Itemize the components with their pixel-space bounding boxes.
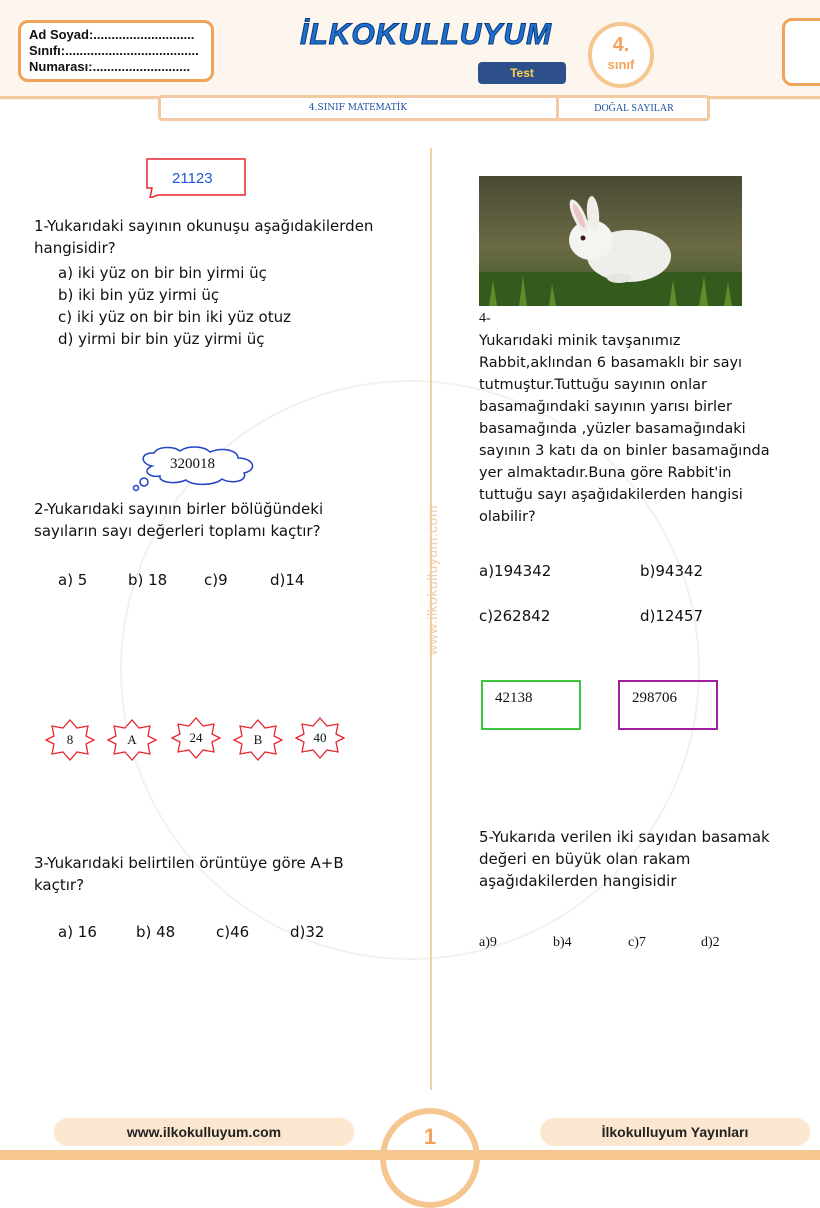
number-field-label: Numarası:...........................	[29, 59, 191, 74]
grade-number: 4.	[612, 34, 630, 56]
q5-option-a[interactable]: a)9	[479, 935, 497, 950]
logo-text: İLKOKULLUYUM	[300, 18, 552, 51]
page-number: 1	[423, 1124, 437, 1149]
subject-title: 4.SINIF MATEMATİK	[308, 103, 408, 113]
rabbit-image	[479, 176, 742, 306]
number-box-green	[481, 680, 581, 730]
pattern-star	[44, 718, 96, 762]
student-info-box	[18, 20, 214, 82]
q4-number: 4-	[479, 311, 491, 326]
subject-bar-divider	[556, 95, 559, 121]
q4-question: Yukarıdaki minik tavşanımız Rabbit,aklından 6 basamaklı bir sayı tutmuştur.Tuttuğu sayının onlar basamağındaki sayının yarısı birler basamağında ,yüzler basamağındaki sayının 3 katı da on binler basamağında yer almaktadır.Buna göre Rabbit'in tuttuğu sayı aşağıdakilerden hangisi olabilir?	[479, 333, 770, 525]
footer-bar	[0, 1150, 820, 1160]
q1-option-d[interactable]: d) yirmi bir bin yüz yirmi üç	[58, 330, 265, 348]
q5-question: 5-Yukarıda verilen iki sayıdan basamak değeri en büyük olan rakam aşağıdakilerden hangisidir	[479, 828, 770, 890]
q3-option-b[interactable]: b) 48	[136, 923, 176, 941]
pattern-value: 8	[66, 732, 74, 747]
pattern-value: 24	[189, 730, 203, 745]
q1-options	[58, 262, 418, 350]
grade-word: sınıf	[607, 57, 635, 72]
grade-badge	[588, 22, 654, 88]
q4-option-a[interactable]: a)194342	[479, 562, 552, 580]
watermark-url: www.ilkokulluyum.com	[424, 504, 440, 656]
pattern-star	[294, 716, 346, 760]
site-logo	[300, 18, 570, 62]
name-field-label: Ad Soyad:............................	[29, 27, 195, 42]
number-box-purple	[618, 680, 718, 730]
q2-number: 320018	[170, 456, 215, 472]
q3-option-c[interactable]: c)46	[216, 923, 250, 941]
pattern-value: A	[127, 732, 137, 747]
q5-option-c[interactable]: c)7	[628, 935, 646, 950]
footer-publisher: İlkokulluyum Yayınları	[540, 1118, 810, 1146]
score-box	[782, 18, 820, 86]
q4-option-b[interactable]: b)94342	[640, 562, 704, 580]
test-badge: Test	[478, 62, 566, 84]
q2-option-b[interactable]: b) 18	[128, 571, 168, 589]
q1-option-b[interactable]: b) iki bin yüz yirmi üç	[58, 286, 220, 304]
pattern-value: B	[253, 732, 263, 747]
pattern-star	[170, 716, 222, 760]
q5-option-d[interactable]: d)2	[701, 935, 720, 950]
q3-question: 3-Yukarıdaki belirtilen örüntüye göre A+B kaçtır?	[34, 854, 344, 894]
q2-option-a[interactable]: a) 5	[58, 571, 88, 589]
q1-question: 1-Yukarıdaki sayının okunuşu aşağıdakilerden hangisidir?	[34, 217, 374, 257]
q5-number-1: 42138	[495, 690, 533, 706]
q3-option-d[interactable]: d)32	[290, 923, 325, 941]
pattern-star	[232, 718, 284, 762]
topic-title: DOĞAL SAYILAR	[594, 103, 674, 114]
cloud-number	[130, 446, 262, 492]
footer-website[interactable]: www.ilkokulluyum.com	[54, 1118, 354, 1146]
q5-number-2: 298706	[632, 690, 677, 706]
q3-option-a[interactable]: a) 16	[58, 923, 97, 941]
q4-option-c[interactable]: c)262842	[479, 607, 551, 625]
q2-option-c[interactable]: c)9	[204, 571, 228, 589]
q4-option-d[interactable]: d)12457	[640, 607, 704, 625]
class-field-label: Sınıfı:.....................................	[29, 43, 199, 58]
q1-option-c[interactable]: c) iki yüz on bir bin iki yüz otuz	[58, 308, 291, 326]
rabbit-photo	[479, 176, 742, 306]
q1-number: 21123	[172, 170, 213, 187]
pattern-value: 40	[313, 730, 327, 745]
q2-question: 2-Yukarıdaki sayının birler bölüğündeki sayıların sayı değerleri toplamı kaçtır?	[34, 500, 324, 540]
q2-option-d[interactable]: d)14	[270, 571, 305, 589]
pattern-star	[106, 718, 158, 762]
speech-bubble-number	[146, 158, 246, 198]
q1-option-a[interactable]: a) iki yüz on bir bin yirmi üç	[58, 264, 267, 282]
q5-option-b[interactable]: b)4	[553, 935, 572, 950]
